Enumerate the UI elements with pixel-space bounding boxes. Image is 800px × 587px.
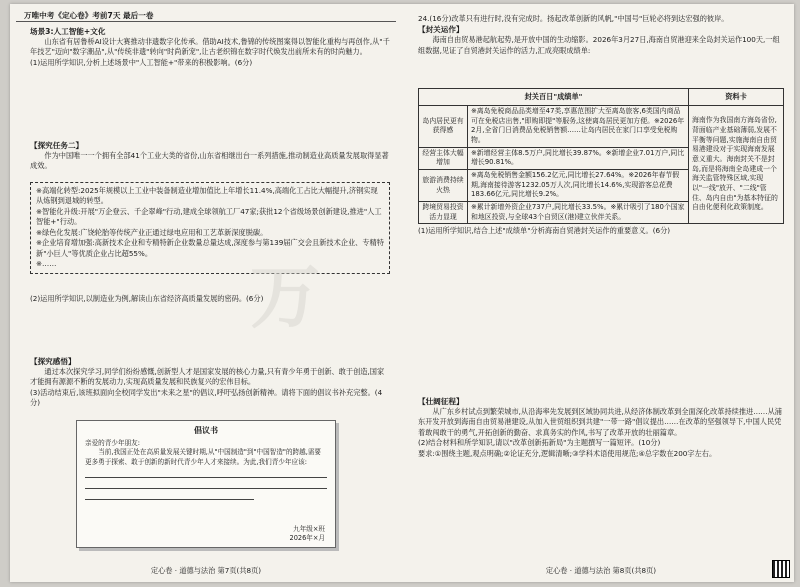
page-header: 万唯中考《定心卷》考前7天 最后一卷: [24, 11, 154, 20]
exam-sheet: [10, 4, 794, 582]
card-header: 资料卡: [689, 89, 784, 106]
scorecard-table-wrap: [414, 88, 788, 237]
mission-block: [414, 396, 788, 459]
scene-title: 场景3:人工智能+文化: [30, 27, 106, 36]
task-text: 海南自由贸易港起航起势,是开放中国的生动缩影。2026年3月27日,海南自贸港迎来全岛封关运作100天,一组组数据,见证了自贸港封关运作的活力,汇成亮眼成绩单:: [418, 35, 780, 55]
row-label: 经营主体大幅增加: [419, 147, 468, 169]
row-text: ※累计新增外资企业737户,同比增长33.5%。※累计吸引了180个国家和地区投资,与全球43个自贸区(港)建立伙伴关系。: [468, 201, 689, 223]
letter-body: 当前,我国正处在高质量发展关键时期,从"中国制造"到"中国智造"的跨越,需要更多勇于探索、敢于创新的新时代青少年人才来接续。为此,我们青少年应该:: [85, 448, 322, 466]
question-24-1: (1)运用所学知识,结合上述"成绩单"分析海南自贸港封关运作的重要意义。(6分): [418, 226, 671, 236]
proposal-letter: [76, 420, 336, 548]
info-box: [30, 182, 390, 274]
task-title: 【封关运作】: [418, 25, 464, 35]
letter-title: 倡议书: [194, 426, 218, 435]
explore-2-intro: 作为中国唯一一个拥有全部41个工业大类的省份,山东省相继出台一系列措施,推动制造业高质量发展取得显著成效。: [30, 151, 389, 171]
question-1: (1)运用所学知识,分析上述场景中"人工智能+"带来的积极影响。(6分): [30, 57, 253, 67]
insight-block: [16, 356, 396, 409]
answer-line[interactable]: [85, 478, 327, 489]
card-text: 海南作为我国南方海岛省份,背面临产业基础薄弱,发展不平衡等问题,实施海南自由贸易港建设对于实现海南发展意义重大。海南封关不是封岛,而是将海南全岛建成一个海关监管特殊区域,实现以"一线"放开、"二线"管住、岛内自由"为基本特征的自由化便利化政策制度。: [689, 106, 784, 224]
question-3: (3)活动结束后,该班拟面向全校同学发出"未来之星"的倡议,呼吁弘扬创新精神。请将下面的倡议书补充完整。(4分): [30, 387, 383, 408]
info-item: ※企业培育增加强:高新技术企业和专精特新企业数量总量达成,深度参与第139届广交会且新技术企业、专精特新"小巨人"等优质企业占比超55%。: [36, 238, 384, 258]
row-label: 岛内居民更有获得感: [419, 106, 468, 148]
row-text: ※离岛免税销售金额156.2亿元,同比增长27.64%。※2026年春节假期,海南接待游客1232.05万人次,同比增长14.6%,实现游客总花费183.66亿元,同比增长9.2%。: [468, 170, 689, 202]
watermark-logo-icon: 万: [250, 256, 320, 338]
requirements: 要求:①围绕主题,观点明确;②论证充分,逻辑清晰;③学科术语使用规范;④总字数在200字左右。: [418, 448, 717, 458]
q24-block: [414, 14, 788, 56]
insight-text: 通过本次探究学习,同学们纷纷感慨,创新型人才是国家发展的核心力量,只有青少年勇于创新、敢于创造,国家才能拥有源源不断的发展动力,实现高质量发展和民族复兴的宏伟目标。: [30, 367, 385, 387]
page-8: [414, 4, 788, 582]
answer-line[interactable]: [85, 467, 327, 478]
row-text: ※离岛免税商品品类增至47类,享惠范围扩大至离岛旅客,6类国内商品可在免税店出售,"即购即提"等服务,这使离岛居民更加方便。※2026年2月,全省门日消费品免税销售额……让岛内居民在家门口享受免税购物。: [468, 106, 689, 148]
info-item: ※高端化转型:2025年规模以上工业中装备制造业增加值比上年增长11.4%,高端化工占比大幅提升,济钢实现从炼钢到退城的转型。: [36, 186, 378, 206]
row-label: 旅游消费持续火热: [419, 170, 468, 202]
question-2: (2)运用所学知识,以制造业为例,解读山东省经济高质量发展的密码。(6分): [30, 294, 264, 303]
header-divider: [16, 21, 396, 22]
letter-signature: [290, 525, 326, 543]
scorecard-table: [418, 88, 784, 224]
scene-text: 山东省有居鲁桥AI设计大赛推动非遗数字化传承。借助AI技术,鲁锦的传统图案得以智能化重构与再创作,从"千年技艺"迈向"数字潮品",从"传统非遗"转向"时尚新宠",让古老织锦在数字时代焕发出前所未有的时尚魅力。: [30, 37, 390, 57]
mission-text: 从广东乡村试点到繁荣城市,从沿海率先发展到区域协同共进,从经济体制改革到全面深化改革持续推进……从浦东开发开放到海南自由贸易港建设,从加入世贸组织到共建"一带一路"倡议提出……在改革的坚强领导下,中国人民凭着敢闯敢干的勇气,开拓创新的勤奋、求真务实的作风,书写了改革开放的壮丽篇章。: [418, 407, 782, 437]
row-text: ※新增经营主体8.5万户,同比增长39.87%。※新增企业7.01万户,同比增长90.81%。: [468, 147, 689, 169]
answer-line[interactable]: [85, 489, 254, 500]
page-footer: 定心卷 · 道德与法治 第7页(共8页): [150, 565, 262, 575]
explore-2-block: [16, 140, 396, 172]
qr-code-icon: [772, 560, 790, 578]
table-row: [419, 106, 784, 148]
explore-2-title: 【探究任务二】: [30, 141, 84, 150]
q24-intro: 24.(16分)改革只有进行时,没有完成时。扬起改革创新的风帆,"中国号"巨轮必将到达宏强的彼岸。: [418, 14, 729, 23]
row-label: 跨境贸易投资活力显现: [419, 201, 468, 223]
mission-title: 【壮阔征程】: [418, 397, 464, 406]
signature-date: 2026年×月: [289, 533, 325, 542]
info-item: ※绿色化发展:广饶轮胎等传统产业正通过绿电应用和工艺革新深度脱碳。: [36, 227, 268, 237]
info-item: ※智能化升级:开展"万企登云、千企翠峰"行动,建成全球领航工厂47家;获批12个省级场景创新建设,推进"人工智能+"行动。: [36, 206, 382, 227]
scene-block: [16, 26, 396, 68]
table-header: 封关百日"成绩单": [419, 89, 689, 106]
question-24-2: (2)结合材料和所学知识,请以"改革创新拓新局"为主题撰写一篇短评。(10分): [418, 438, 661, 448]
insight-title: 【探究感悟】: [30, 357, 76, 366]
signature-class: 九年级×班: [293, 524, 325, 533]
letter-greeting: 亲爱的青少年朋友:: [85, 438, 140, 447]
info-item: ※……: [36, 259, 57, 269]
page-footer: 定心卷 · 道德与法治 第8页(共8页): [545, 565, 657, 575]
